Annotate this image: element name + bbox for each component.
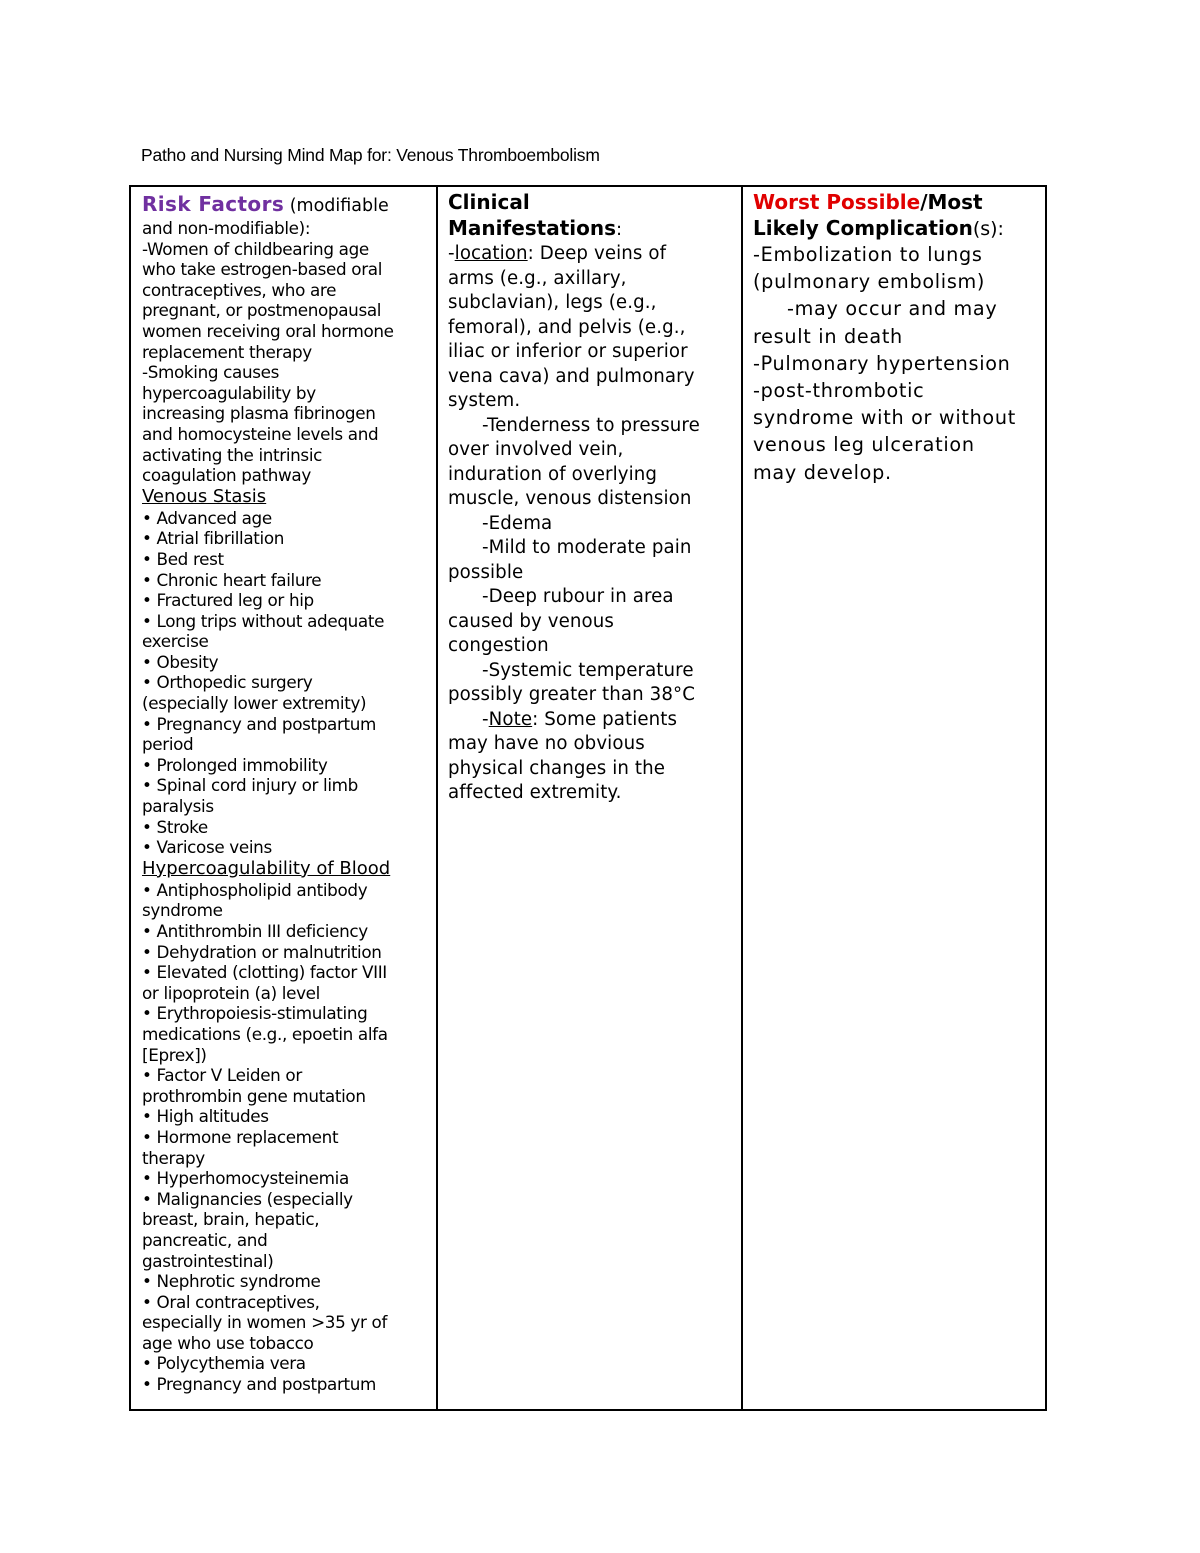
worst-possible-label: Worst Possible xyxy=(753,190,921,214)
list-item: iliac or inferior or superior xyxy=(448,341,688,362)
list-item: • Orthopedic surgery xyxy=(142,672,313,693)
list-item: • Erythropoiesis-stimulating xyxy=(142,1003,368,1024)
hypercoagulability-heading: Hypercoagulability of Blood xyxy=(142,857,391,879)
list-item: • Dehydration or malnutrition xyxy=(142,941,382,962)
list-item: (especially lower extremity) xyxy=(142,693,367,714)
list-item: • Antiphospholipid antibody xyxy=(142,879,368,900)
list-item: • Factor V Leiden or xyxy=(142,1065,302,1086)
list-item: activating the intrinsic xyxy=(142,444,323,465)
list-item: • Stroke xyxy=(142,816,208,837)
list-item: • Spinal cord injury or limb xyxy=(142,775,358,796)
list-item: • Advanced age xyxy=(142,507,272,528)
venous-stasis-heading: Venous Stasis xyxy=(142,485,267,507)
list-item: may develop. xyxy=(753,460,892,484)
clinical-title-line1: Clinical xyxy=(448,190,530,214)
list-item: prothrombin gene mutation xyxy=(142,1085,366,1106)
list-item: result in death xyxy=(753,324,903,348)
list-item: possible xyxy=(448,561,524,583)
risk-factors-title: Risk Factors xyxy=(142,192,285,216)
list-item: -post-thrombotic xyxy=(753,379,925,403)
list-item: syndrome xyxy=(142,900,223,921)
list-item: venous leg ulceration xyxy=(753,433,975,457)
location-text: : Deep veins of xyxy=(527,243,667,264)
list-item: pregnant, or postmenopausal xyxy=(142,300,382,321)
risk-factors-list xyxy=(142,218,430,1395)
list-item: -Smoking causes xyxy=(142,362,280,383)
list-item: syndrome with or without xyxy=(753,406,1016,430)
list-item: system. xyxy=(448,390,521,411)
list-item: -Systemic temperature xyxy=(482,659,694,681)
list-item: • Atrial fibrillation xyxy=(142,528,285,549)
clinical-manifestations-column xyxy=(438,187,743,1409)
list-item: femoral), and pelvis (e.g., xyxy=(448,316,686,338)
list-item: congestion xyxy=(448,635,549,656)
list-item: -Edema xyxy=(482,512,553,534)
list-item: • Polycythemia vera xyxy=(142,1353,306,1374)
list-item: -Tenderness to pressure xyxy=(482,414,700,436)
list-item: -Deep rubour in area xyxy=(482,586,674,607)
list-item: and homocysteine levels and xyxy=(142,423,379,444)
list-item: increasing plasma fibrinogen xyxy=(142,403,376,424)
list-item: especially in women >35 yr of xyxy=(142,1312,388,1333)
list-item: -Women of childbearing age xyxy=(142,238,369,259)
list-item: -may occur and may xyxy=(787,297,998,321)
list-item: • Hormone replacement xyxy=(142,1126,339,1147)
list-item: muscle, venous distension xyxy=(448,488,692,509)
location-prefix: - xyxy=(448,243,455,264)
list-item: • Antithrombin III deficiency xyxy=(142,921,368,941)
complications-column xyxy=(743,187,1045,1409)
list-item: women receiving oral hormone xyxy=(142,320,394,341)
list-item: vena cava) and pulmonary xyxy=(448,365,695,387)
risk-factors-header xyxy=(142,191,430,218)
list-item: (pulmonary embolism) xyxy=(753,270,986,294)
list-item: therapy xyxy=(142,1147,205,1168)
list-item: • Oral contraceptives, xyxy=(142,1291,320,1312)
list-item: period xyxy=(142,734,194,755)
list-item: • Obesity xyxy=(142,651,219,672)
list-item: over involved vein, xyxy=(448,439,624,460)
complication-suffix: (s): xyxy=(972,218,1004,240)
location-label: location xyxy=(454,243,528,264)
list-item: who take estrogen-based oral xyxy=(142,259,383,280)
list-item: • Pregnancy and postpartum xyxy=(142,1374,377,1395)
list-item: subclavian), legs (e.g., xyxy=(448,292,657,313)
note-label: Note xyxy=(488,708,533,730)
list-item: breast, brain, hepatic, xyxy=(142,1209,320,1230)
clinical-list xyxy=(448,242,733,806)
list-item: age who use tobacco xyxy=(142,1332,314,1353)
likely-complication-label: Likely Complication xyxy=(753,216,973,240)
list-item: coagulation pathway xyxy=(142,465,311,486)
list-item: • Fractured leg or hip xyxy=(142,590,314,611)
list-item: • Malignancies (especially xyxy=(142,1188,353,1209)
note-prefix: - xyxy=(482,708,489,730)
risk-factors-title-suffix: (modifiable xyxy=(284,196,389,216)
list-item: -Embolization to lungs xyxy=(753,243,983,266)
list-item: • Varicose veins xyxy=(142,837,272,858)
list-item: possibly greater than 38°C xyxy=(448,684,696,705)
risk-factors-column xyxy=(131,187,438,1409)
list-item: • Elevated (clotting) factor VIII xyxy=(142,962,387,983)
mind-map-table xyxy=(129,185,1047,1411)
list-item: pancreatic, and xyxy=(142,1229,268,1250)
clinical-title-line2 xyxy=(448,215,733,242)
location-line xyxy=(448,242,733,267)
clinical-title-word: Manifestations xyxy=(448,216,617,240)
list-item: • Pregnancy and postpartum xyxy=(142,713,377,734)
note-line xyxy=(448,708,733,733)
list-item: may have no obvious xyxy=(448,733,645,754)
list-item: affected extremity. xyxy=(448,782,622,803)
list-item: medications (e.g., epoetin alfa xyxy=(142,1023,388,1044)
list-item: • Bed rest xyxy=(142,548,224,569)
list-item: induration of overlying xyxy=(448,463,658,485)
complications-title-line1 xyxy=(753,189,1037,215)
complications-title-line2 xyxy=(753,215,1037,241)
list-item: exercise xyxy=(142,631,209,652)
list-item: • Chronic heart failure xyxy=(142,569,322,590)
note-text: : Some patients xyxy=(532,708,678,730)
list-item: physical changes in the xyxy=(448,757,666,779)
page-title: Patho and Nursing Mind Map for: Venous Thromboembolism xyxy=(141,145,600,165)
list-item: hypercoagulability by xyxy=(142,382,316,403)
most-label: /Most xyxy=(920,190,983,214)
list-item: gastrointestinal) xyxy=(142,1250,274,1271)
list-item: and non-modifiable): xyxy=(142,218,311,238)
list-item: -Pulmonary hypertension xyxy=(753,351,1011,375)
list-item: • Prolonged immobility xyxy=(142,754,328,775)
list-item: [Eprex]) xyxy=(142,1044,207,1065)
list-item: -Mild to moderate pain xyxy=(482,537,692,558)
list-item: • Hyperhomocysteinemia xyxy=(142,1168,349,1189)
list-item: arms (e.g., axillary, xyxy=(448,267,627,289)
list-item: caused by venous xyxy=(448,610,614,632)
list-item: paralysis xyxy=(142,796,214,817)
list-item: • Long trips without adequate xyxy=(142,610,385,631)
list-item: • High altitudes xyxy=(142,1106,269,1127)
complications-list xyxy=(753,241,1037,486)
list-item: replacement therapy xyxy=(142,341,312,362)
list-item: contraceptives, who are xyxy=(142,279,337,300)
list-item: or lipoprotein (a) level xyxy=(142,982,320,1003)
clinical-title-colon: : xyxy=(616,219,623,240)
list-item: • Nephrotic syndrome xyxy=(142,1271,321,1292)
